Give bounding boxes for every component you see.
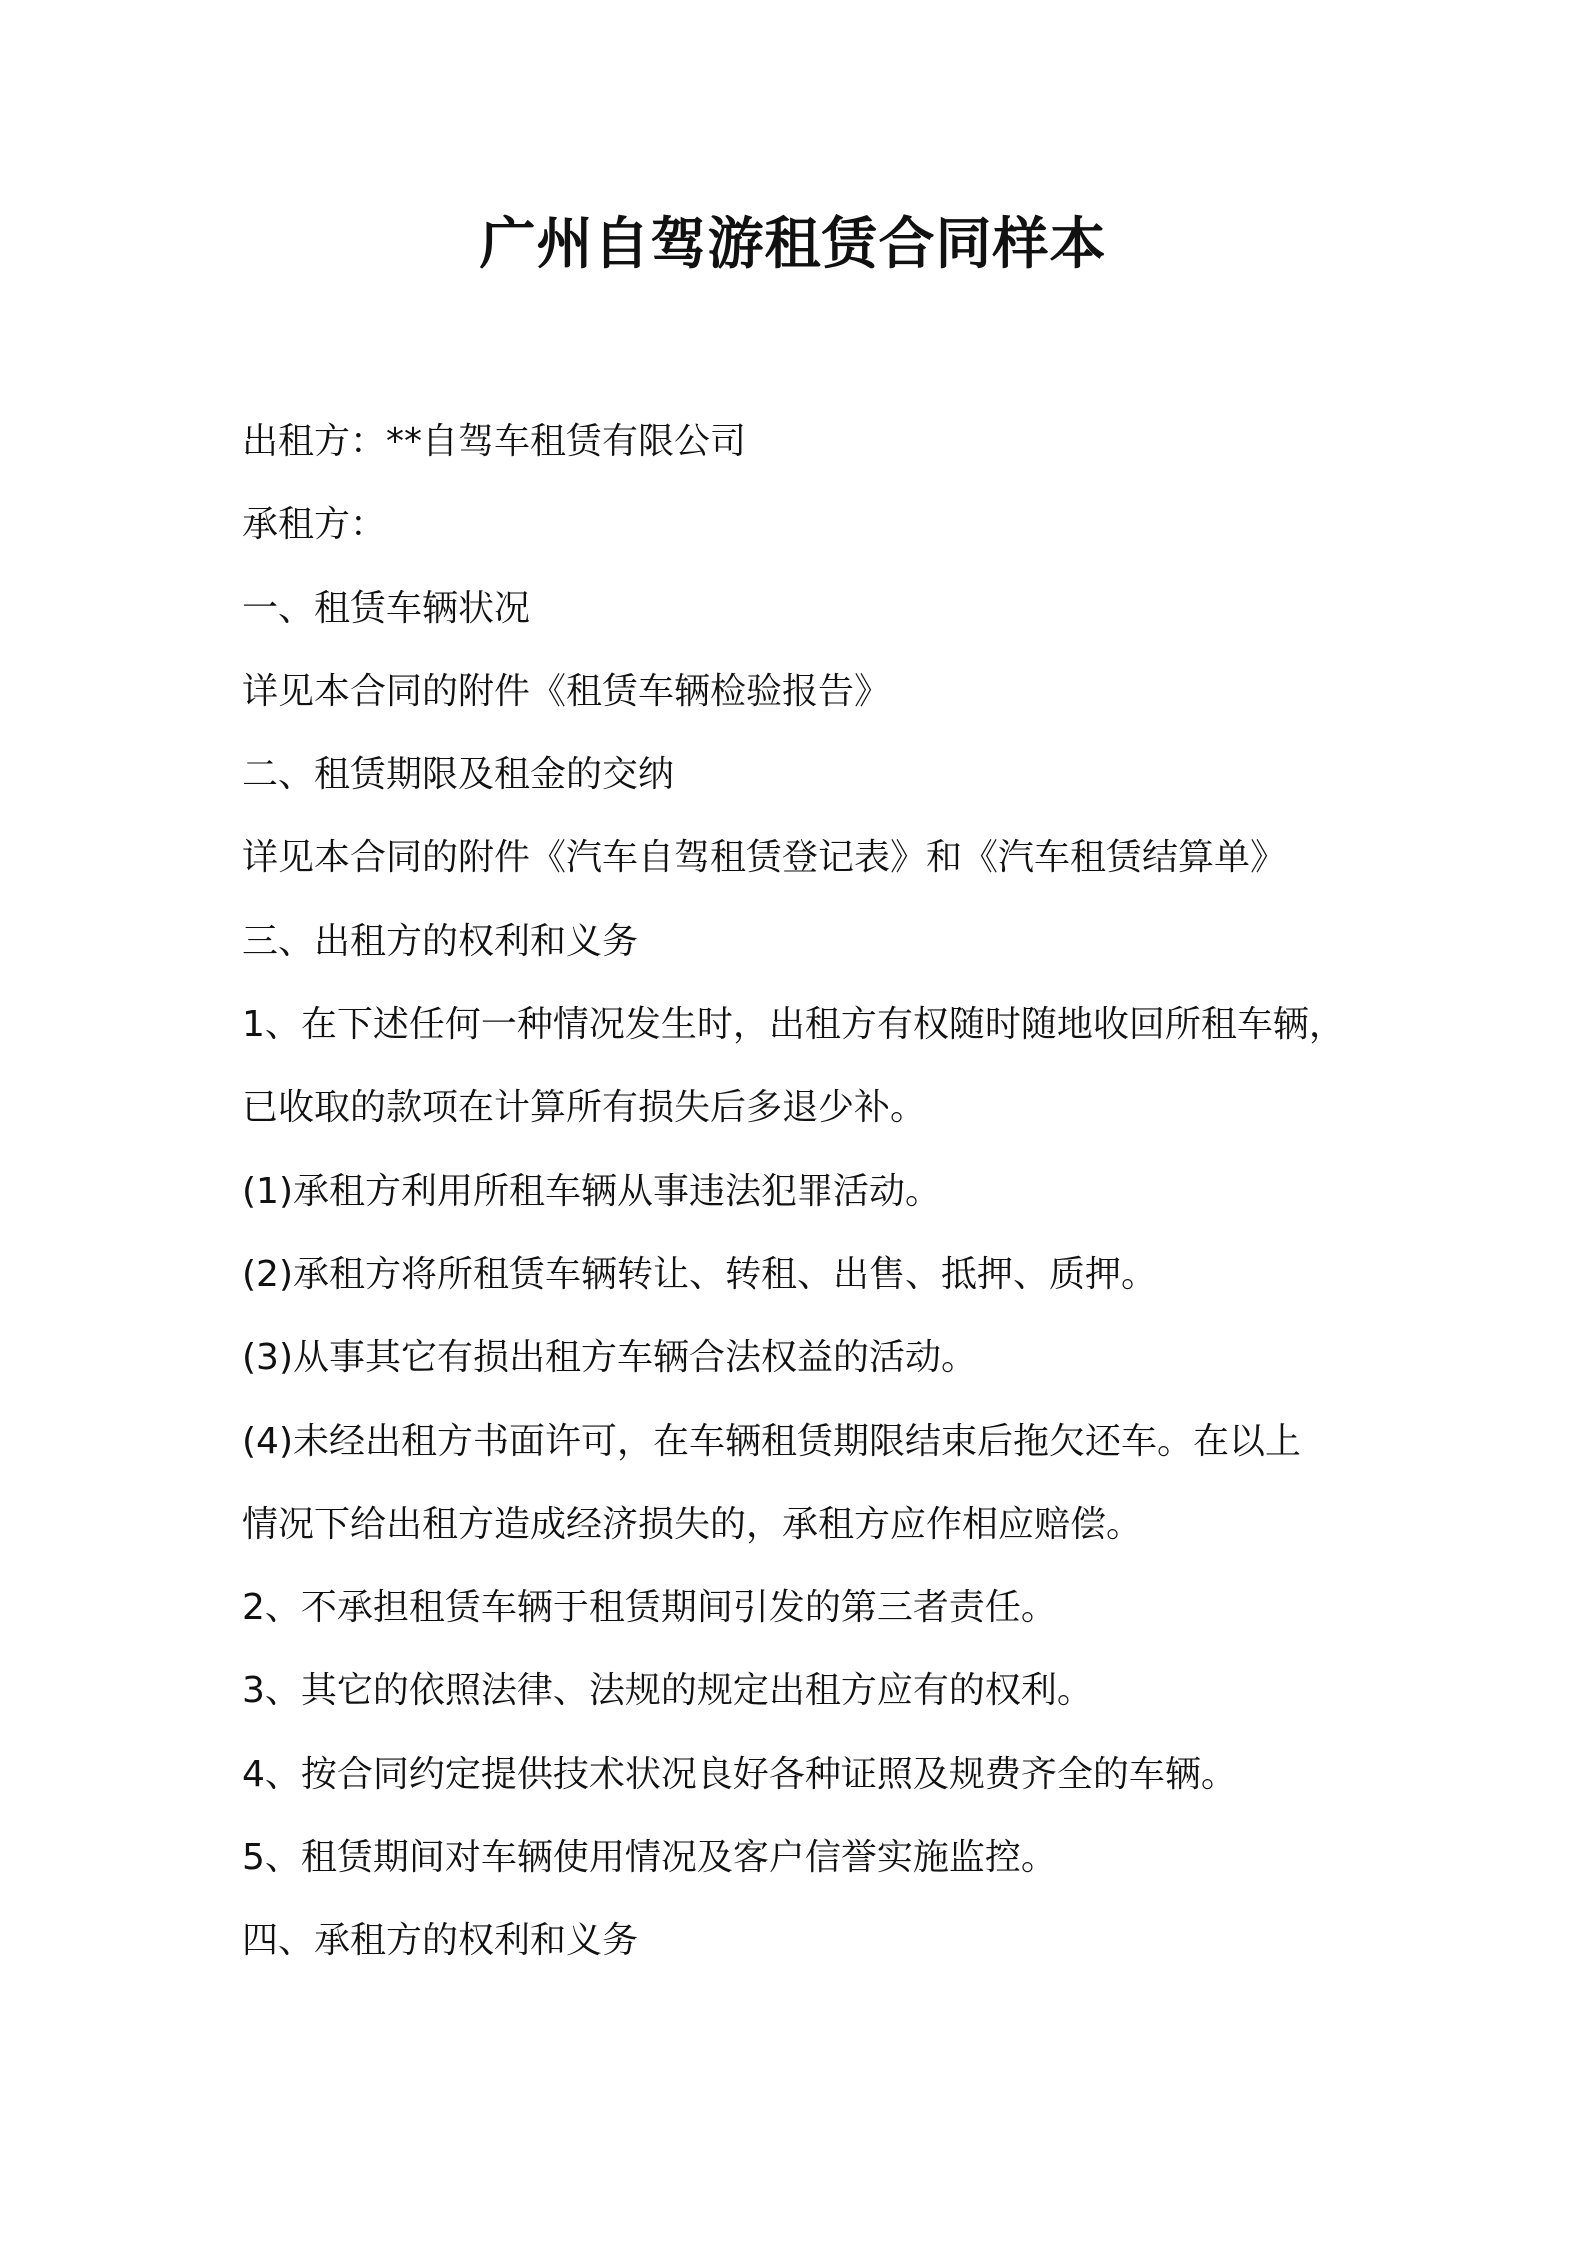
paragraph-line: 情况下给出租方造成经济损失的，承租方应作相应赔偿。 xyxy=(242,1503,1143,1545)
document-title: 广州自驾游租赁合同样本 xyxy=(479,212,1107,277)
list-item: (3)从事其它有损出租方车辆合法权益的活动。 xyxy=(242,1337,977,1379)
list-item: (2)承租方将所租赁车辆转让、转租、出售、抵押、质押。 xyxy=(242,1253,1157,1295)
paragraph-line: 已收取的款项在计算所有损失后多退少补。 xyxy=(242,1087,927,1129)
section-heading-2: 二、租赁期限及租金的交纳 xyxy=(242,754,675,796)
lessee-line: 承租方： xyxy=(242,504,387,546)
list-item: 3、其它的依照法律、法规的规定出租方应有的权利。 xyxy=(242,1670,1093,1712)
section-heading-1: 一、租赁车辆状况 xyxy=(242,587,531,629)
list-item: (1)承租方利用所租车辆从事违法犯罪活动。 xyxy=(242,1170,941,1212)
list-item: 2、不承担租赁车辆于租赁期间引发的第三者责任。 xyxy=(242,1587,1057,1629)
lessor-line: 出租方：**自驾车租赁有限公司 xyxy=(242,421,747,462)
section-heading-3: 三、出租方的权利和义务 xyxy=(242,920,639,962)
list-item: 5、租赁期间对车辆使用情况及客户信誉实施监控。 xyxy=(242,1837,1057,1879)
paragraph-line: 详见本合同的附件《汽车自驾租赁登记表》和《汽车租赁结算单》 xyxy=(242,837,1287,879)
paragraph-line: 1、在下述任何一种情况发生时，出租方有权随时随地收回所租车辆， xyxy=(242,1004,1345,1046)
paragraph-line: 详见本合同的附件《租赁车辆检验报告》 xyxy=(242,670,891,712)
list-item: (4)未经出租方书面许可，在车辆租赁期限结束后拖欠还车。在以上 xyxy=(242,1420,1301,1462)
list-item: 4、按合同约定提供技术状况良好各种证照及规费齐全的车辆。 xyxy=(242,1753,1237,1795)
section-heading-4: 四、承租方的权利和义务 xyxy=(242,1920,639,1962)
document-body xyxy=(242,400,1412,1983)
